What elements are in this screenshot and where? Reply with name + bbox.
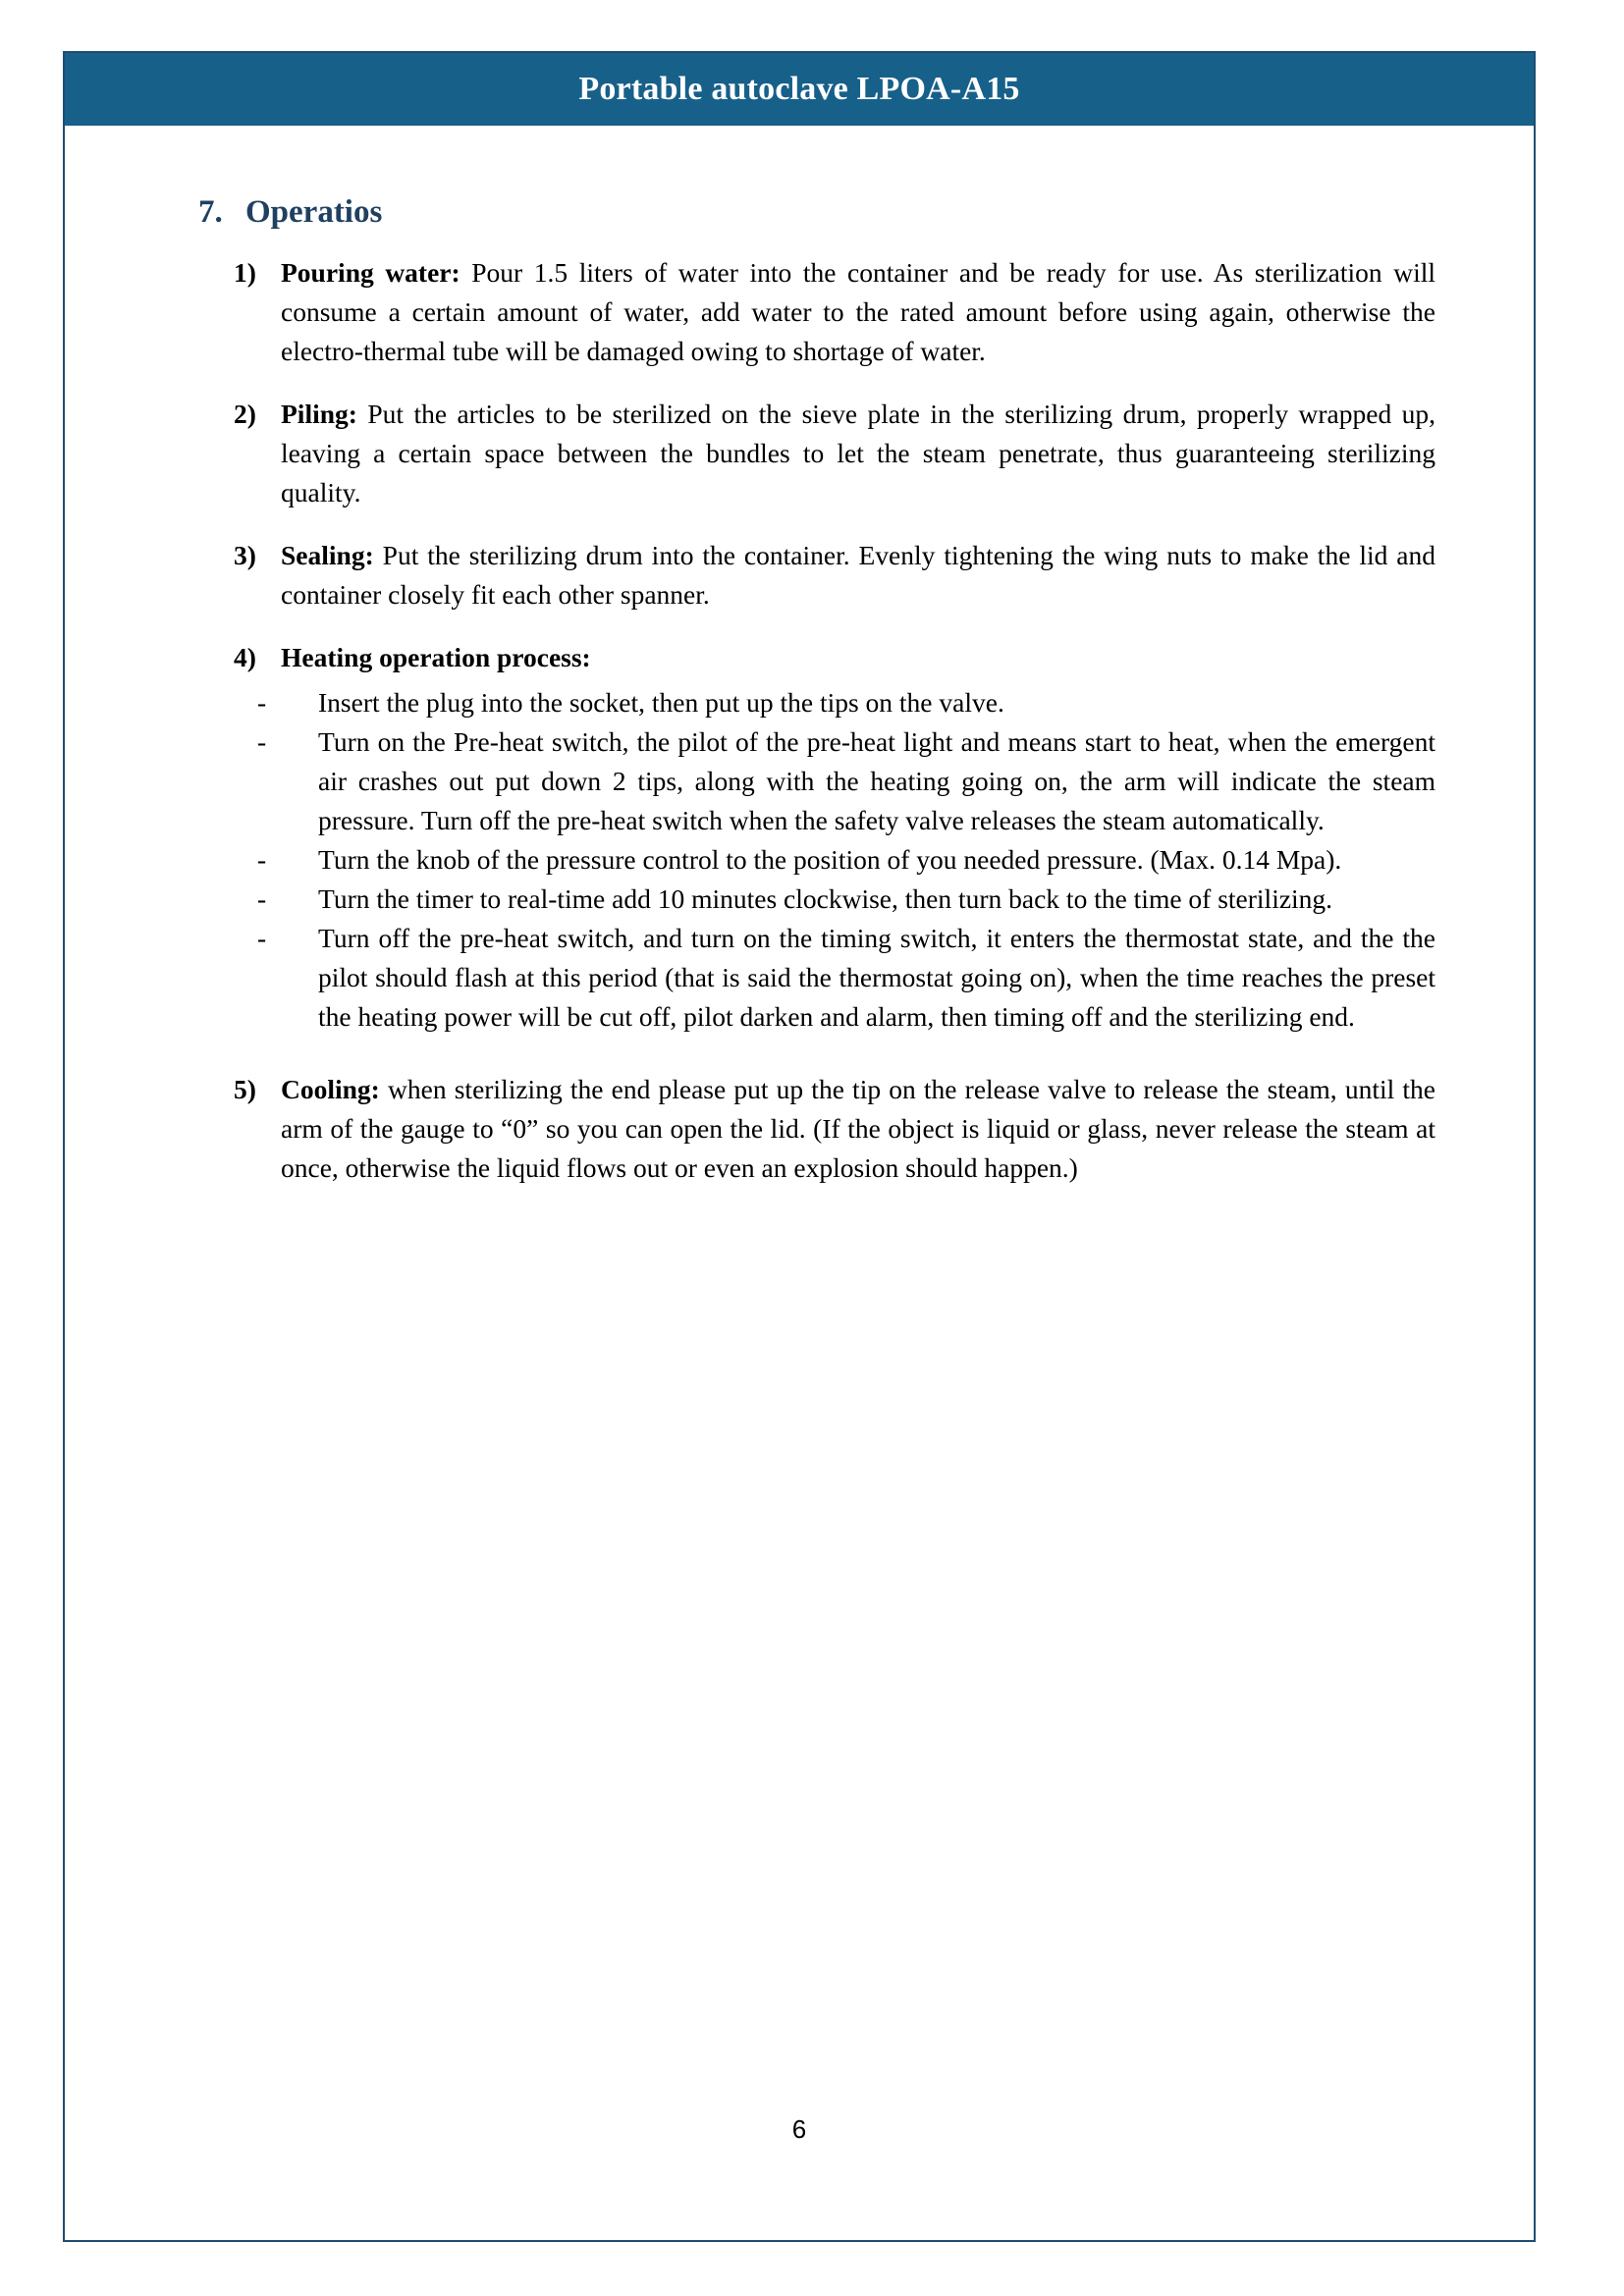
list-item-text: Turn the timer to real-time add 10 minutes clockwise, then turn back to the time of sterilizing. <box>318 883 1333 914</box>
dash-bullet: - <box>257 726 267 757</box>
list-item-text: when sterilizing the end please put up the tip on the release valve to release the steam, until the arm of the gauge to “0” so you can open the lid. (If the object is liquid or glass, never release the steam at once, otherwise the liquid flows out or even an explosion should happen.) <box>281 1074 1435 1183</box>
list-item <box>65 919 1534 1037</box>
list-item-marker: 4) <box>234 642 256 672</box>
list-item-lead: Pouring water: <box>281 257 460 288</box>
page-number: 6 <box>791 2114 807 2144</box>
list-item-text: Turn off the pre-heat switch, and turn on the timing switch, it enters the thermostat state, and the the pilot should flash at this period (that is said the thermostat going on), when the time reaches the preset the heating power will be cut off, pilot darken and alarm, then timing off and the sterilizing end. <box>318 923 1435 1032</box>
list-item-text: Put the sterilizing drum into the container. Evenly tightening the wing nuts to make the lid and container closely fit each other spanner. <box>281 540 1435 610</box>
list-item <box>65 638 1534 677</box>
list-item <box>65 253 1534 371</box>
list-item <box>65 536 1534 614</box>
dash-bullet: - <box>257 844 267 875</box>
page-header-banner <box>65 53 1534 126</box>
list-item-marker: 5) <box>234 1074 256 1104</box>
list-item-lead: Cooling: <box>281 1074 380 1104</box>
heating-substep-list <box>65 683 1534 1037</box>
dash-bullet: - <box>257 687 267 718</box>
list-item-lead: Heating operation process: <box>281 642 591 672</box>
dash-bullet: - <box>257 883 267 914</box>
document-title: Portable autoclave LPOA-A15 <box>578 71 1020 107</box>
section-title: Operatios <box>245 194 383 230</box>
list-item-lead: Sealing: <box>281 540 374 570</box>
list-item-marker: 1) <box>234 257 256 288</box>
operations-list <box>65 253 1534 1211</box>
dash-bullet: - <box>257 923 267 953</box>
list-item <box>65 1070 1534 1188</box>
list-item-text: Pour 1.5 liters of water into the container and be ready for use. As sterilization will consume a certain amount of water, add water to the rated amount before using again, otherwise the electro-thermal tube will be damaged owing to shortage of water. <box>281 257 1435 366</box>
list-item <box>65 880 1534 919</box>
section-number: 7. <box>198 194 223 230</box>
list-item-lead: Piling: <box>281 399 357 429</box>
list-item-text: Turn on the Pre-heat switch, the pilot of the pre-heat light and means start to heat, when the emergent air crashes out put down 2 tips, along with the heating going on, the arm will indicate the steam pressure. Turn off the pre-heat switch when the safety valve releases the steam automatically. <box>318 726 1435 835</box>
list-item-text: Insert the plug into the socket, then put up the tips on the valve. <box>318 687 1004 718</box>
list-item <box>65 395 1534 512</box>
list-item <box>65 722 1534 840</box>
list-item-text: Turn the knob of the pressure control to the position of you needed pressure. (Max. 0.14 Mpa). <box>318 844 1342 875</box>
section-heading <box>198 194 382 231</box>
list-item-marker: 2) <box>234 399 256 429</box>
list-item-text: Put the articles to be sterilized on the sieve plate in the sterilizing drum, properly wrapped up, leaving a certain space between the bundles to let the steam penetrate, thus guaranteeing sterilizing quality. <box>281 399 1435 507</box>
page-content <box>65 128 1534 2238</box>
list-item-marker: 3) <box>234 540 256 570</box>
list-item <box>65 683 1534 722</box>
list-item <box>65 840 1534 880</box>
